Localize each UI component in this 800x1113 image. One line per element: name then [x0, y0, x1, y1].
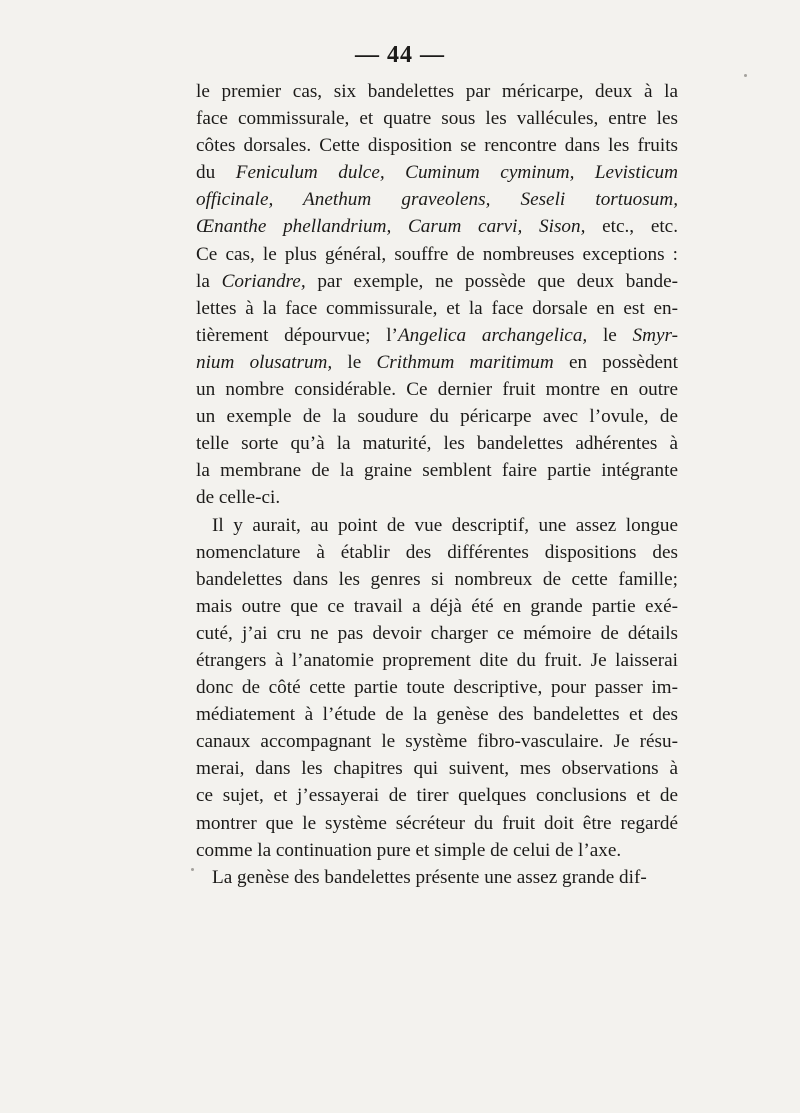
- italic-text: Feniculum dulce, Cuminum cyminum, Levisticum: [235, 162, 679, 184]
- text-segment: en possèdent: [553, 351, 678, 373]
- text-segment: un exemple de la soudure du péricarpe avec l’ovule, de: [196, 406, 678, 428]
- text-line: [196, 512, 678, 539]
- text-line: [196, 457, 678, 484]
- italic-text: Smyr-: [632, 324, 678, 346]
- paper-speck: [191, 868, 194, 871]
- text-segment: montrer que le système sécréteur du fruit doit être regardé: [196, 812, 678, 834]
- text-segment: cuté, j’ai cru ne pas devoir charger ce mémoire de détails: [196, 622, 678, 644]
- italic-text: Œnanthe phellandrium, Carum carvi, Sison,: [196, 216, 586, 238]
- italic-text: Crithmum maritimum: [376, 351, 554, 373]
- text-segment: etc., etc.: [585, 216, 678, 238]
- text-line: [196, 132, 678, 159]
- text-line: [196, 376, 678, 403]
- text-line: [196, 755, 678, 782]
- text-line: [196, 430, 678, 457]
- text-segment: la membrane de la graine semblent faire partie intégrante: [196, 460, 678, 482]
- text-segment: bandelettes dans les genres si nombreux de cette famille;: [196, 568, 678, 590]
- text-segment: la: [196, 270, 222, 292]
- italic-text: Coriandre,: [221, 270, 306, 292]
- text-segment: Il y aurait, au point de vue descriptif, une assez longue: [212, 514, 678, 536]
- italic-text: Angelica archangelica,: [397, 324, 588, 346]
- text-segment: canaux accompagnant le système fibro-vasculaire. Je résu-: [196, 731, 678, 753]
- text-line: [196, 105, 678, 132]
- text-segment: le: [587, 324, 633, 346]
- text-segment: mais outre que ce travail a déjà été en grande partie exé-: [196, 595, 678, 617]
- text-segment: de celle-ci.: [196, 487, 281, 509]
- text-line: [196, 213, 678, 240]
- italic-text: nium olusatrum,: [196, 351, 333, 373]
- text-line: [196, 295, 678, 322]
- text-line: [196, 268, 678, 295]
- text-line: [196, 322, 678, 349]
- text-line: [196, 701, 678, 728]
- text-line: [196, 864, 678, 891]
- text-line: [196, 159, 678, 186]
- text-line: [196, 349, 678, 376]
- text-segment: merai, dans les chapitres qui suivent, mes observations à: [196, 758, 678, 780]
- text-segment: Ce cas, le plus général, souffre de nombreuses exceptions :: [196, 243, 678, 265]
- text-line: [196, 539, 678, 566]
- text-segment: donc de côté cette partie toute descriptive, pour passer im-: [196, 677, 678, 699]
- body-text: [196, 78, 678, 891]
- text-line: [196, 566, 678, 593]
- text-segment: médiatement à l’étude de la genèse des bandelettes et des: [196, 704, 678, 726]
- text-line: [196, 403, 678, 430]
- text-segment: ce sujet, et j’essayerai de tirer quelques conclusions et de: [196, 785, 678, 807]
- text-segment: par exemple, ne possède que deux bande-: [305, 270, 678, 292]
- text-segment: telle sorte qu’à la maturité, les bandelettes adhérentes à: [196, 433, 678, 455]
- text-segment: La genèse des bandelettes présente une assez grande dif-: [212, 866, 647, 888]
- text-segment: côtes dorsales. Cette disposition se rencontre dans les fruits: [196, 135, 678, 157]
- text-segment: du: [196, 162, 236, 184]
- text-line: [196, 674, 678, 701]
- page-number: — 44 —: [355, 42, 445, 68]
- text-line: [196, 484, 678, 511]
- text-line: [196, 837, 678, 864]
- text-line: [196, 782, 678, 809]
- text-segment: lettes à la face commissurale, et la face dorsale en est en-: [196, 297, 678, 319]
- text-line: [196, 78, 678, 105]
- text-segment: le: [332, 351, 377, 373]
- text-segment: face commissurale, et quatre sous les vallécules, entre les: [196, 108, 678, 130]
- text-line: [196, 647, 678, 674]
- text-segment: comme la continuation pure et simple de celui de l’axe.: [196, 839, 622, 861]
- text-line: [196, 620, 678, 647]
- text-segment: le premier cas, six bandelettes par méricarpe, deux à la: [196, 81, 678, 102]
- text-line: [196, 241, 678, 268]
- text-segment: étrangers à l’anatomie proprement dite du fruit. Je laisserai: [196, 649, 678, 671]
- text-line: [196, 728, 678, 755]
- text-line: [196, 810, 678, 837]
- text-segment: nomenclature à établir des différentes dispositions des: [196, 541, 678, 563]
- text-segment: tièrement dépourvue; l’: [196, 324, 398, 346]
- paper-speck: [744, 74, 747, 77]
- text-segment: un nombre considérable. Ce dernier fruit montre en outre: [196, 379, 678, 401]
- text-line: [196, 186, 678, 213]
- italic-text: officinale, Anethum graveolens, Seseli tortuosum,: [196, 189, 678, 211]
- text-line: [196, 593, 678, 620]
